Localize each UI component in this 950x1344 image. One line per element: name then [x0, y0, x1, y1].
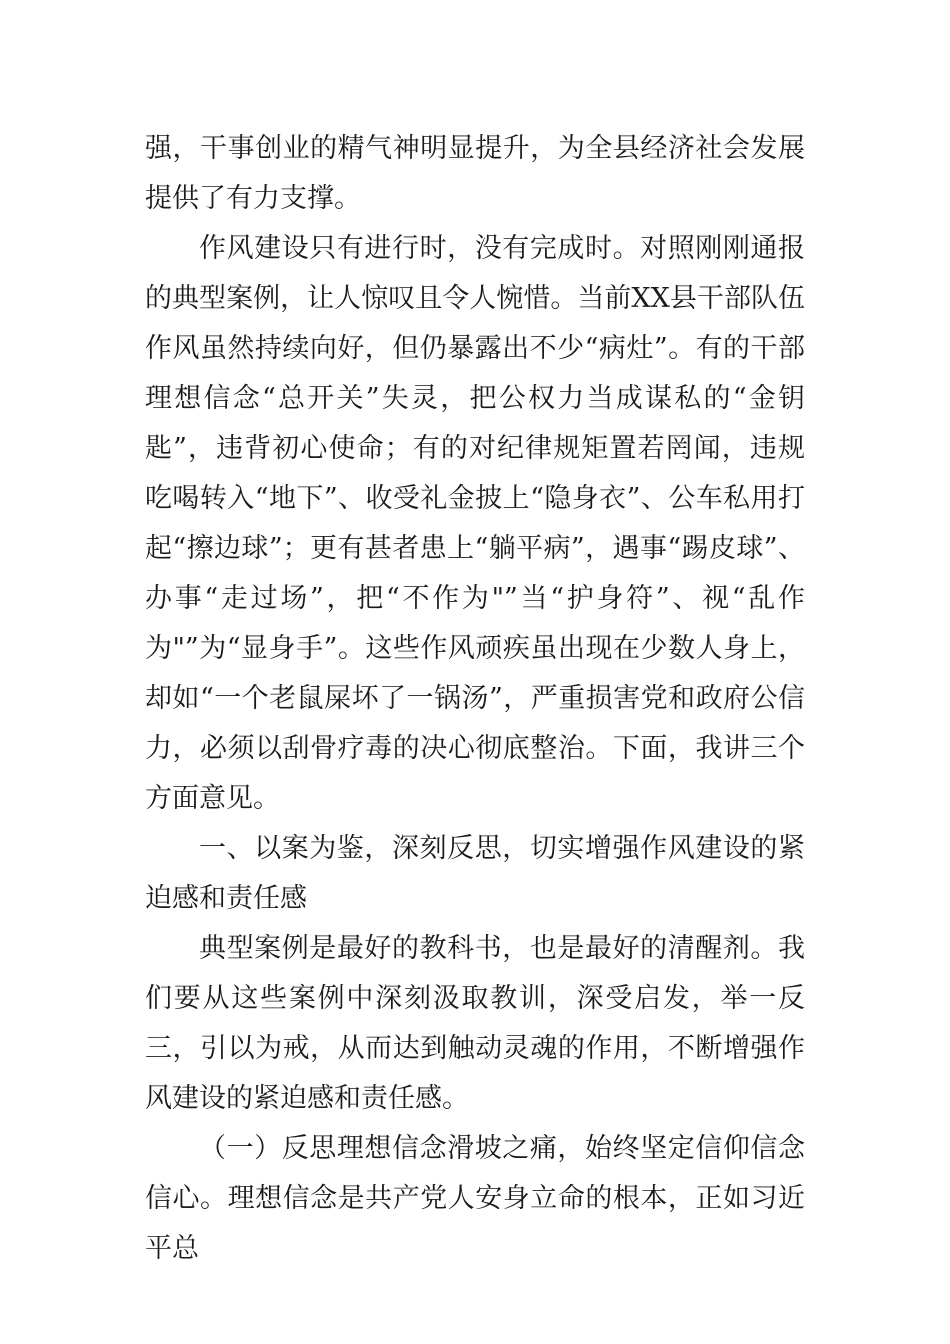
document-page — [145, 124, 805, 1274]
paragraph-subsection-one: （一）反思理想信念滑坡之痛，始终坚定信仰信念信心。理想信念是共产党人安身立命的根本，正如习近平总 — [145, 1133, 805, 1264]
paragraph-continuation: 强，干事创业的精气神明显提升，为全县经济社会发展提供了有力支撑。 — [145, 133, 805, 214]
paragraph-typical-cases: 典型案例是最好的教科书，也是最好的清醒剂。我们要从这些案例中深刻汲取教训，深受启发，举一反三，引以为戒，从而达到触动灵魂的作用，不断增强作风建设的紧迫感和责任感。 — [145, 933, 805, 1114]
paragraph-style-building: 作风建设只有进行时，没有完成时。对照刚刚通报的典型案例，让人惊叹且令人惋惜。当前XX县干部队伍作风虽然持续向好，但仍暴露出不少“病灶”。有的干部理想信念“总开关”失灵，把公权力当成谋私的“金钥匙”，违背初心使命；有的对纪律规矩置若罔闻，违规吃喝转入“地下”、收受礼金披上“隐身衣”、公车私用打起“擦边球”；更有甚者患上“躺平病”，遇事“踢皮球”、办事“走过场”，把“不作为"”当“护身符”、视“乱作为"”为“显身手”。这些作风顽疾虽出现在少数人身上，却如“一个老鼠屎坏了一锅汤”，严重损害党和政府公信力，必须以刮骨疗毒的决心彻底整治。下面，我讲三个方面意见。 — [145, 233, 805, 814]
section-heading-one: 一、以案为鉴，深刻反思，切实增强作风建设的紧迫感和责任感 — [145, 833, 805, 914]
